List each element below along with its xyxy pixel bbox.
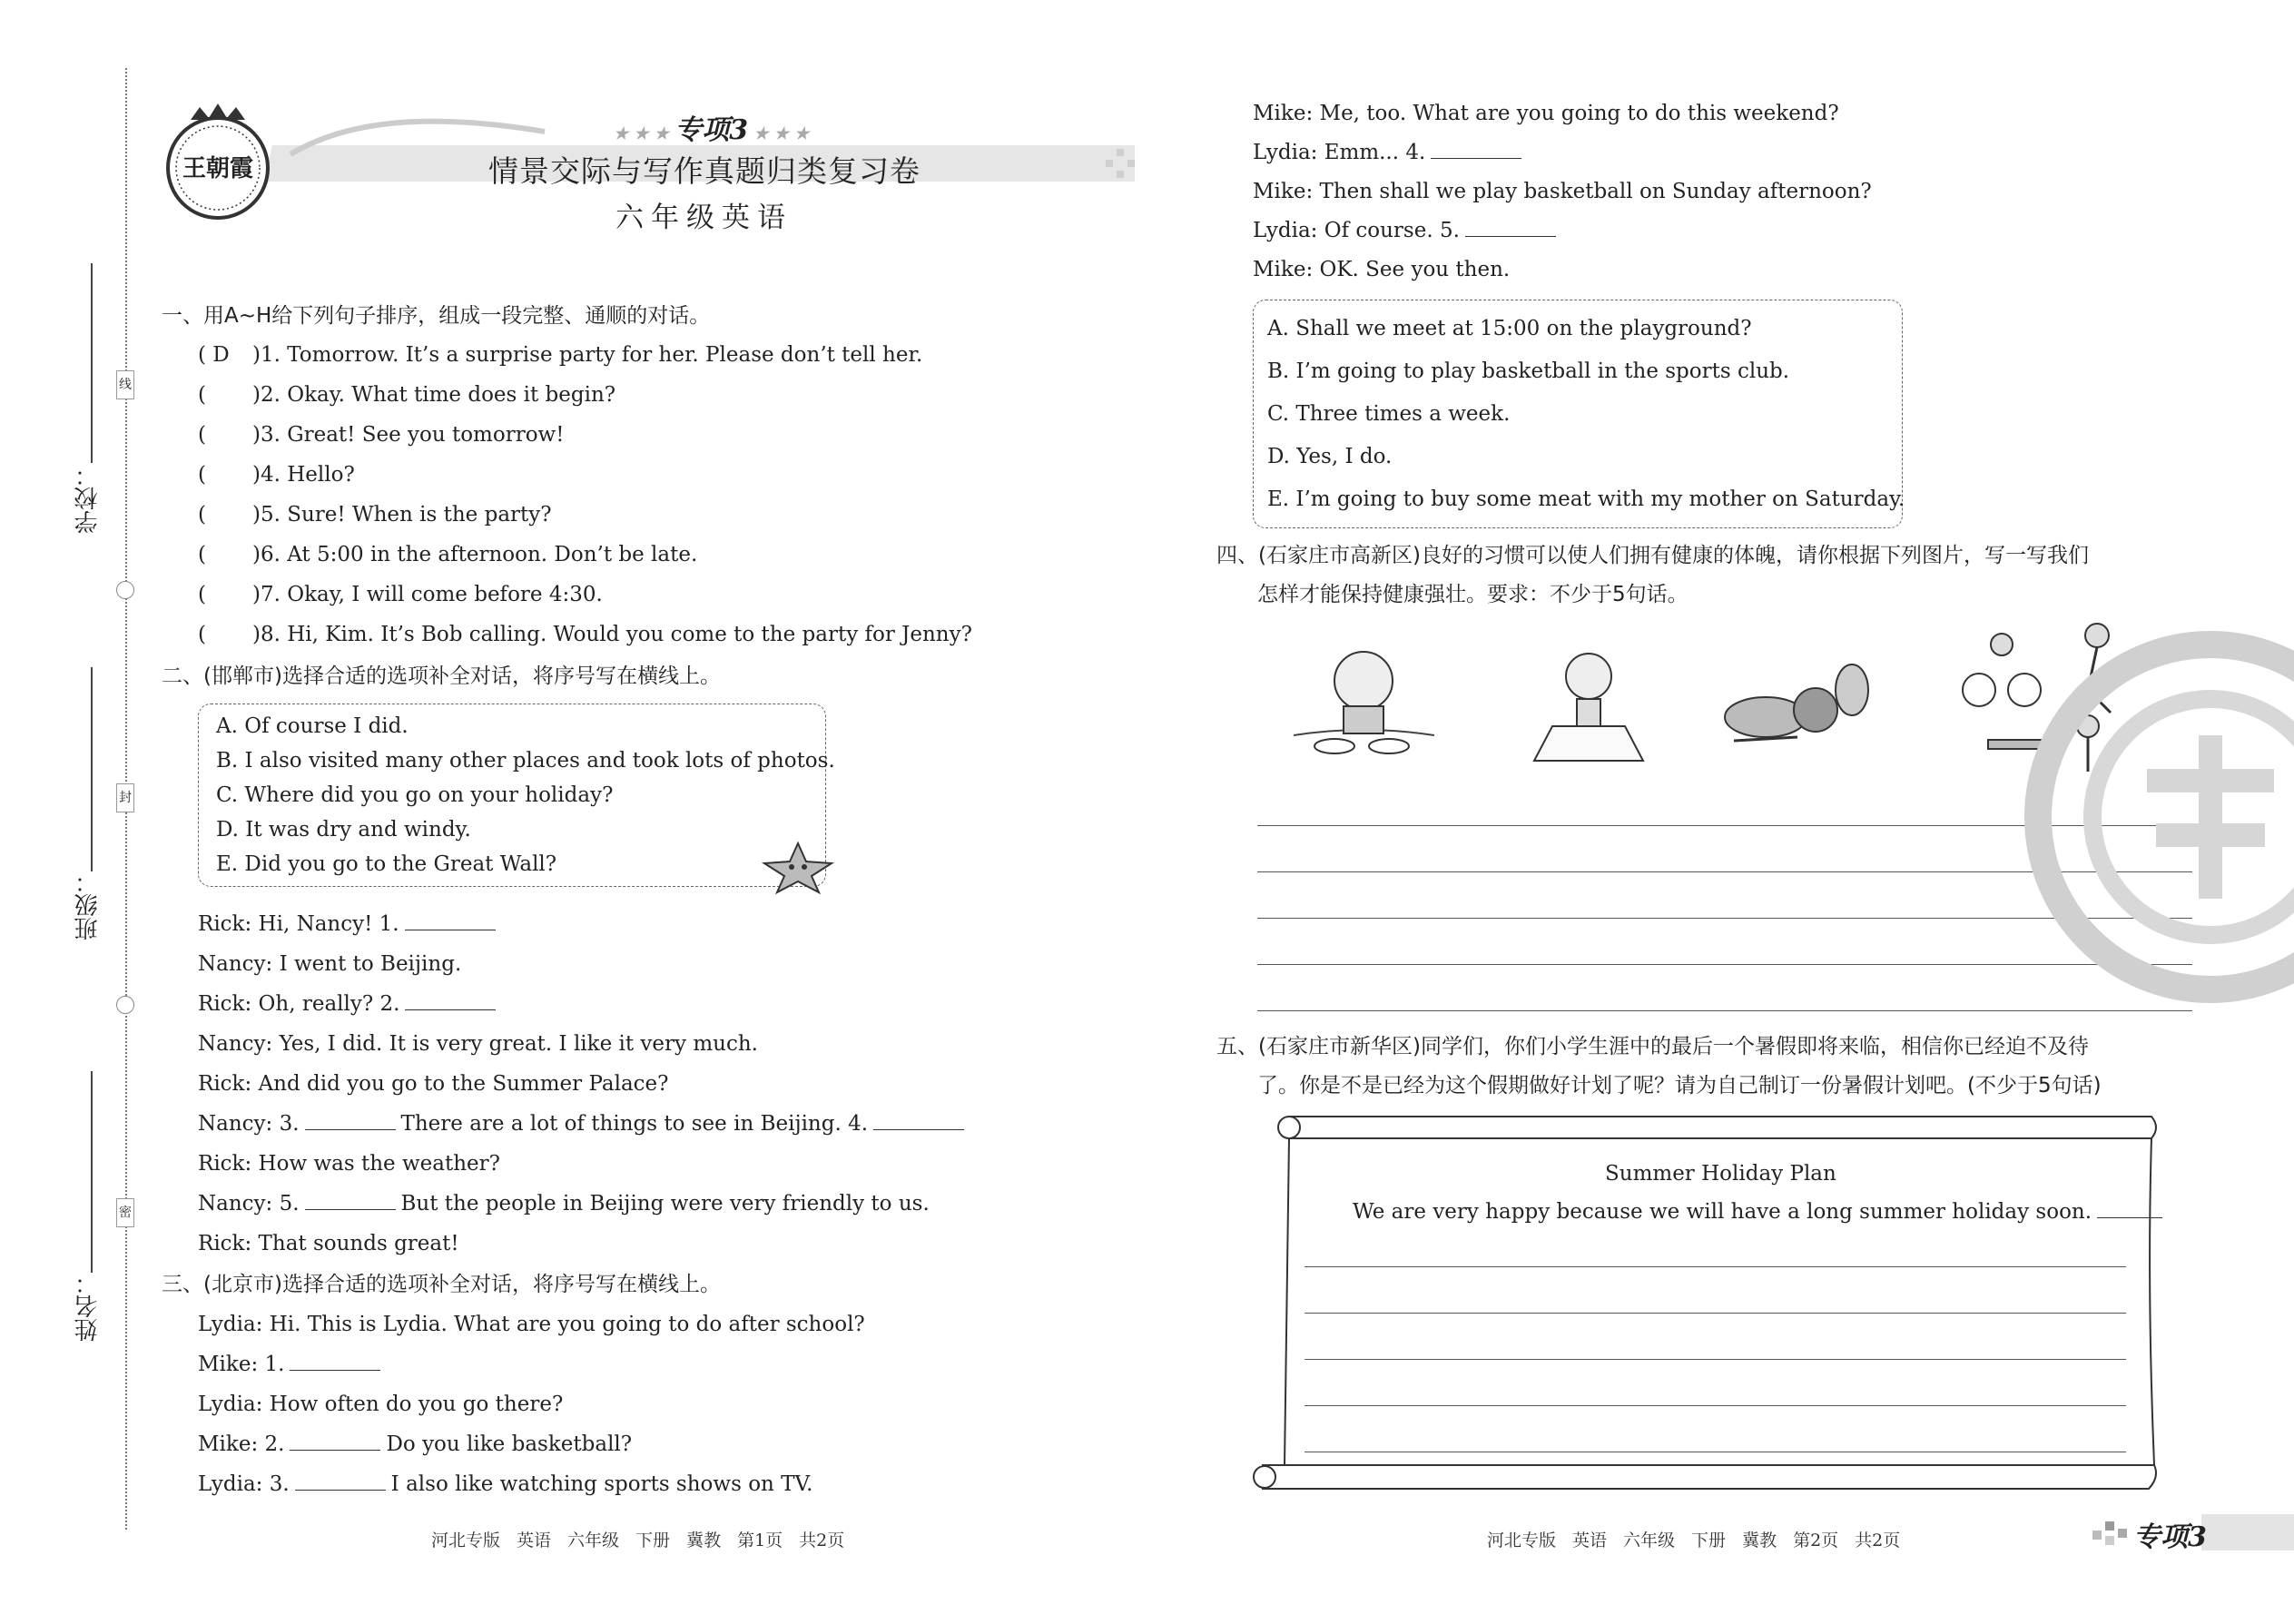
section5-heading-line1: 五、(石家庄市新华区)同学们，你们小学生涯中的最后一个暑假即将来临，相信你已经迫不及待 [1216,1035,2089,1058]
answer-paren[interactable]: ( [198,423,206,447]
dialog-line [198,1230,459,1257]
item-text: )3. Great! See you tomorrow! [252,423,565,447]
dialog-line [198,910,496,938]
answer-paren[interactable]: ( [198,463,206,487]
dialog-line [1253,256,1510,283]
page-subtitle: 六年级英语 [615,202,793,234]
footer-word: 河北专版 [431,1530,501,1550]
watermark-stamp [2020,626,2294,1008]
dialog-text: Mike: Me, too. What are you going to do this weekend? [1253,102,1839,125]
class-label: 班级： [74,870,102,940]
footer-word: 英语 [1572,1530,1608,1550]
dialog-text: Nancy: I went to Beijing. [198,952,462,976]
dialog-text: Mike: OK. See you then. [1253,258,1511,281]
section4-heading-line2: 怎样才能保持健康强壮。要求：不少于5句话。 [1257,583,1689,606]
option-item: B. I also visited many other places and took lots of photos. [216,749,835,773]
logo-emblem [163,100,272,227]
name-field[interactable] [91,1071,93,1273]
ordering-item [198,421,564,448]
dialog-text: Lydia: How often do you go there? [198,1393,564,1416]
ordering-item [198,621,972,648]
footer-word: 下册 [635,1530,671,1550]
answer-blank[interactable] [405,913,496,930]
dialog-text-post: But the people in Beijing were very friendly to us. [400,1192,930,1216]
dialog-line [198,1471,812,1498]
writing-line[interactable] [1257,1010,2192,1011]
answer-paren[interactable]: ( [198,383,206,407]
item-text: )1. Tomorrow. It’s a surprise party for her. Please don’t tell her. [252,343,923,367]
dialog-line [198,990,496,1018]
section5-heading-line2: 了。你是不是已经为这个假期做好计划了呢？请为自己制订一份暑假计划吧。(不少于5句话) [1257,1074,2102,1097]
dialog-text: Rick: And did you go to the Summer Palace? [198,1072,669,1096]
footer-left [431,1527,861,1551]
answer-blank[interactable] [1465,220,1556,237]
logo-text: 王朝霞 [182,155,254,182]
ordering-item [198,381,615,408]
section1-heading: 一、用A~H给下列句子排序，组成一段完整、通顺的对话。 [162,304,711,328]
footer-word: 冀教 [1742,1530,1777,1550]
dialog-line [198,1030,758,1058]
dialog-text: Mike: Then shall we play basketball on Sunday afternoon? [1253,180,1872,203]
footer-word: 下册 [1691,1530,1727,1550]
item-text: )8. Hi, Kim. It’s Bob calling. Would you come to the party for Jenny? [252,623,972,646]
binding-hole [116,581,134,599]
writing-line[interactable] [1305,1266,2126,1267]
scroll-title: Summer Holiday Plan [1605,1162,1836,1186]
dialog-text: Lydia: Emm... 4. [1253,141,1426,164]
seal-mark-seal: 封 [116,783,134,812]
footer-word: 共2页 [799,1530,845,1550]
ordering-item [198,501,552,528]
footer-right [1487,1527,1916,1551]
subject-tag: ★ ★ ★ 专项3 ★ ★ ★ [614,114,810,146]
answer-blank[interactable] [290,1433,380,1451]
writing-line[interactable] [1305,1405,2126,1406]
star-icon: ★ ★ ★ [614,124,675,143]
footer-word: 六年级 [1623,1530,1676,1550]
dialog-line [198,1391,563,1418]
item-text: )5. Sure! When is the party? [252,503,552,527]
dialog-line [1253,217,1556,244]
dialog-text-post: I also like watching sports shows on TV. [390,1472,813,1496]
option-item: D. Yes, I do. [1267,445,1393,468]
dialog-text: Nancy: 5. [198,1192,300,1216]
footer-word: 共2页 [1855,1530,1901,1550]
starfish-icon [761,840,835,896]
option-item: B. I’m going to play basketball in the sports club. [1267,359,1790,383]
corner-squares [2092,1518,2138,1550]
dialog-text: Mike: 2. [198,1432,285,1456]
section4-heading-line1: 四、(石家庄市高新区)良好的习惯可以使人们拥有健康的体魄，请你根据下列图片，写一写我们 [1216,544,2089,567]
footer-word: 第1页 [737,1530,783,1550]
option-item: C. Where did you go on your holiday? [216,783,614,807]
class-field[interactable] [91,667,93,871]
dialog-line [198,1190,930,1217]
section3-heading: 三、(北京市)选择合适的选项补全对话，将序号写在横线上。 [162,1273,721,1296]
answer-blank[interactable] [405,993,496,1010]
answer-blank[interactable] [295,1473,386,1491]
dialog-line [1253,178,1872,205]
item-text: )6. At 5:00 in the afternoon. Don’t be late. [252,543,698,566]
dialog-text: Rick: How was the weather? [198,1152,500,1176]
section2-heading: 二、(邯郸市)选择合适的选项补全对话，将序号写在横线上。 [162,664,721,688]
vegetables-illustration [1716,654,1875,758]
answer-blank[interactable] [305,1113,396,1130]
option-item: E. Did you go to the Great Wall? [216,852,557,876]
dialog-text: Lydia: Hi. This is Lydia. What are you going to do after school? [198,1313,865,1336]
ordering-item [198,541,697,568]
corner-tag: 专项3 [2133,1521,2207,1553]
ordering-item [198,461,355,488]
answer-paren[interactable]: ( [198,623,206,646]
item-text: )2. Okay. What time does it begin? [252,383,616,407]
footer-word: 英语 [517,1530,552,1550]
answer-paren[interactable]: ( D [198,343,230,367]
dialog-line [1253,139,1521,166]
item-text: )7. Okay, I will come before 4:30. [252,583,603,606]
answer-paren[interactable]: ( [198,543,206,566]
dialog-text: Rick: That sounds great! [198,1232,459,1255]
footer-word: 六年级 [567,1530,620,1550]
dialog-text-post: There are a lot of things to see in Beijing. 4. [400,1112,869,1136]
page-title: 情景交际与写作真题归类复习卷 [488,153,921,189]
corner-tab [2201,1514,2294,1550]
writing-line[interactable] [1305,1359,2126,1360]
dialog-line [198,1070,669,1097]
answer-blank[interactable] [305,1193,396,1210]
option-item: C. Three times a week. [1267,402,1511,426]
option-item: A. Of course I did. [216,714,409,738]
ordering-item [198,341,922,369]
dialog-line [198,950,461,978]
boy-drinking-milk-illustration [1289,645,1439,763]
ordering-item [198,581,603,608]
dialog-text-post: Do you like basketball? [386,1432,633,1456]
binding-hole [116,996,134,1014]
dialog-line [198,1351,380,1378]
dialog-line [198,1110,964,1137]
dialog-text: Lydia: Of course. 5. [1253,219,1460,242]
answer-blank[interactable] [2097,1201,2162,1218]
option-item: A. Shall we meet at 15:00 on the playground? [1267,317,1752,340]
dialog-line [198,1150,500,1177]
answer-paren[interactable]: ( [198,503,206,527]
answer-blank[interactable] [1431,142,1521,159]
dialog-line [1253,100,1839,127]
star-icon: ★ ★ ★ [748,124,810,143]
dialog-text: Lydia: 3. [198,1472,290,1496]
answer-blank[interactable] [873,1113,964,1130]
answer-blank[interactable] [290,1353,380,1371]
seal-mark-secret: 密 [116,1198,134,1227]
footer-word: 第2页 [1793,1530,1839,1550]
dialog-text: Mike: 1. [198,1353,285,1376]
option-item: E. I’m going to buy some meat with my mother on Saturday. [1267,487,1905,511]
footer-word: 河北专版 [1487,1530,1557,1550]
dialog-text: Nancy: Yes, I did. It is very great. I like it very much. [198,1032,758,1056]
school-field[interactable] [91,263,93,463]
name-label: 姓名： [74,1271,102,1342]
dialog-text: Nancy: 3. [198,1112,300,1136]
dialog-text: Rick: Oh, really? 2. [198,992,400,1016]
school-label: 学校： [74,463,102,534]
scroll-intro: We are very happy because we will have a long summer holiday soon. [1353,1198,2162,1225]
seal-mark-line: 线 [116,370,134,399]
item-text: )4. Hello? [252,463,355,487]
option-item: D. It was dry and windy. [216,818,471,842]
dialog-line [198,1311,865,1338]
dialog-text: Rick: Hi, Nancy! 1. [198,912,399,936]
footer-word: 冀教 [686,1530,722,1550]
dialog-line [198,1431,632,1458]
boy-brushing-teeth-illustration [1530,645,1648,767]
writing-line[interactable] [1305,1313,2126,1314]
answer-paren[interactable]: ( [198,583,206,606]
